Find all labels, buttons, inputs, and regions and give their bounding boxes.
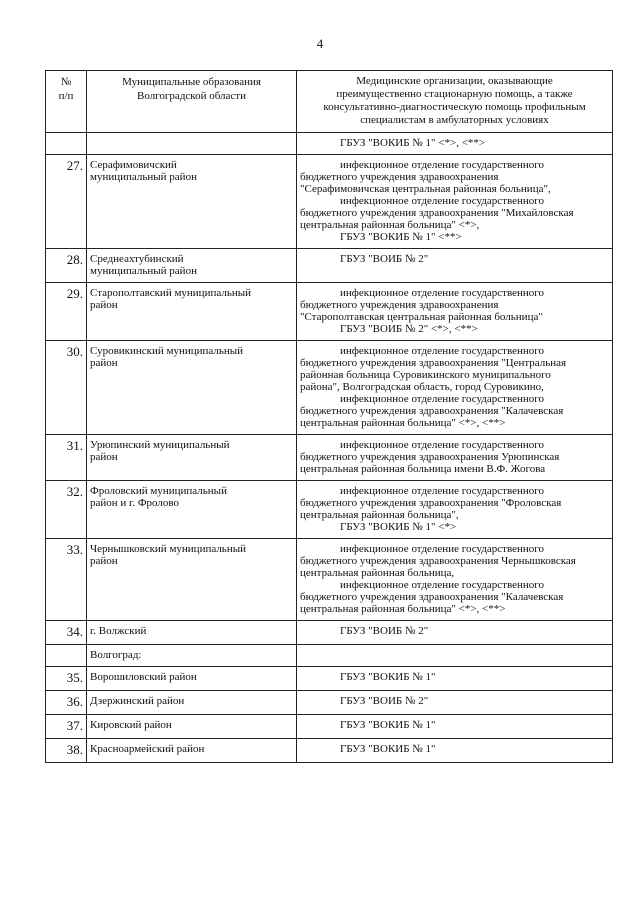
organization-cell [297,539,613,621]
organization-line: центральная районная больница, [300,567,455,579]
municipality-cell [87,435,297,481]
row-number: 31. [46,435,87,481]
organization-cell [297,155,613,249]
header-organizations-line: специалистам в амбулаторных условиях [360,114,549,126]
facilities-table [45,70,613,763]
organization-line: бюджетного учреждения здравоохранения "Калачевская [300,591,564,603]
organization-line: центральная районная больница" <*>, <**> [300,417,506,429]
table-row [46,739,613,763]
organization-line: инфекционное отделение государственного [340,393,544,405]
municipality-cell [87,691,297,715]
header-organizations-line: консультативно-диагностическую помощь профильным [323,101,586,113]
organization-line: ГБУЗ "ВОИБ № 2" [340,695,429,707]
row-number: 37. [46,715,87,739]
municipality-line: район [90,555,118,567]
organization-cell [297,691,613,715]
row-number: 27. [46,155,87,249]
organization-line: бюджетного учреждения здравоохранения Урюпинская [300,451,560,463]
municipality-line: район [90,451,118,463]
organization-cell [297,341,613,435]
municipality-line: г. Волжский [90,625,147,637]
organization-line: бюджетного учреждения здравоохранения [300,171,499,183]
organization-cell [297,133,613,155]
municipality-line: район [90,357,118,369]
municipality-cell [87,739,297,763]
header-municipality-line: Муниципальные образования [122,76,261,88]
organization-line: ГБУЗ "ВОИБ № 2" <*>, <**> [340,323,478,335]
organization-line: "Серафимовичская центральная районная больница", [300,183,551,195]
municipality-line: Урюпинский муниципальный [90,439,230,451]
table-row [46,691,613,715]
row-number: 30. [46,341,87,435]
row-number: 32. [46,481,87,539]
table-row [46,621,613,645]
organization-line: района", Волгоградская область, город Суровикино, [300,381,544,393]
municipality-line: Кировский район [90,719,172,731]
table-row [46,645,613,667]
organization-line: инфекционное отделение государственного [340,485,544,497]
organization-line: инфекционное отделение государственного [340,543,544,555]
organization-line: ГБУЗ "ВОКИБ № 1" [340,719,436,731]
table-row [46,539,613,621]
municipality-line: муниципальный район [90,265,197,277]
table-header-row [46,71,613,133]
municipality-cell [87,667,297,691]
organization-cell [297,435,613,481]
row-number: 34. [46,621,87,645]
row-number: 35. [46,667,87,691]
municipality-cell [87,341,297,435]
municipality-cell [87,539,297,621]
table-row [46,435,613,481]
row-number [46,645,87,667]
municipality-line: Волгоград: [90,649,142,661]
header-number-line: п/п [58,90,74,102]
organization-cell [297,481,613,539]
table-row [46,249,613,283]
municipality-line: Среднеахтубинский [90,253,184,265]
municipality-cell [87,621,297,645]
organization-cell [297,667,613,691]
organization-line: ГБУЗ "ВОИБ № 2" [340,253,429,265]
municipality-line: Красноармейский район [90,743,205,755]
municipality-cell [87,155,297,249]
table-row [46,283,613,341]
organization-line: бюджетного учреждения здравоохранения "Михайловская [300,207,574,219]
header-organizations [297,71,613,133]
row-number: 29. [46,283,87,341]
row-number: 33. [46,539,87,621]
organization-line: бюджетного учреждения здравоохранения "Калачевская [300,405,564,417]
table-body [46,133,613,763]
organization-line: бюджетного учреждения здравоохранения "Фроловская [300,497,562,509]
organization-cell [297,249,613,283]
organization-line: бюджетного учреждения здравоохранения [300,299,499,311]
row-number: 36. [46,691,87,715]
organization-cell [297,739,613,763]
organization-cell [297,645,613,667]
municipality-cell [87,481,297,539]
organization-line: инфекционное отделение государственного [340,159,544,171]
municipality-line: Ворошиловский район [90,671,197,683]
municipality-line: муниципальный район [90,171,197,183]
table-row [46,155,613,249]
organization-line: центральная районная больница", [300,509,459,521]
organization-line: "Старополтавская центральная районная больница" [300,311,543,323]
header-municipality [87,71,297,133]
table-row [46,715,613,739]
page-number: 4 [316,36,324,51]
municipality-cell [87,645,297,667]
organization-cell [297,621,613,645]
municipality-line: район [90,299,118,311]
table-row [46,667,613,691]
organization-line: ГБУЗ "ВОКИБ № 1" <*>, <**> [340,137,486,149]
row-number [46,133,87,155]
organization-cell [297,283,613,341]
header-number-line: № [60,76,72,88]
table-row [46,133,613,155]
municipality-line: Старополтавский муниципальный [90,287,251,299]
organization-line: центральная районная больница" <*>, <**> [300,603,506,615]
municipality-line: Серафимовичский [90,159,177,171]
municipality-line: Суровикинский муниципальный [90,345,244,357]
header-organizations-line: Медицинские организации, оказывающие [356,75,553,87]
table-row [46,481,613,539]
organization-line: инфекционное отделение государственного [340,345,544,357]
organization-line: ГБУЗ "ВОКИБ № 1" <*> [340,521,457,533]
municipality-cell [87,249,297,283]
organization-line: инфекционное отделение государственного [340,287,544,299]
municipality-line: район и г. Фролово [90,497,179,509]
header-municipality-line: Волгоградской области [137,90,246,102]
row-number: 38. [46,739,87,763]
municipality-cell [87,715,297,739]
organization-line: районная больница Суровикинского муниципального [300,369,551,381]
organization-line: ГБУЗ "ВОКИБ № 1" <**> [340,231,462,243]
organization-line: бюджетного учреждения здравоохранения Чернышковская [300,555,576,567]
municipality-cell [87,133,297,155]
municipality-line: Фроловский муниципальный [90,485,227,497]
organization-line: ГБУЗ "ВОКИБ № 1" [340,671,436,683]
municipality-cell [87,283,297,341]
header-organizations-line: преимущественно стационарную помощь, а также [336,88,573,100]
organization-line: инфекционное отделение государственного [340,195,544,207]
municipality-line: Чернышковский муниципальный [90,543,246,555]
header-number [46,71,87,133]
organization-line: инфекционное отделение государственного [340,579,544,591]
organization-line: центральная районная больница" <*>, [300,219,480,231]
organization-cell [297,715,613,739]
municipality-line: Дзержинский район [90,695,185,707]
organization-line: инфекционное отделение государственного [340,439,544,451]
organization-line: центральная районная больница имени В.Ф. Жогова [300,463,546,475]
organization-line: бюджетного учреждения здравоохранения "Центральная [300,357,567,369]
row-number: 28. [46,249,87,283]
organization-line: ГБУЗ "ВОИБ № 2" [340,625,429,637]
table-row [46,341,613,435]
organization-line: ГБУЗ "ВОКИБ № 1" [340,743,436,755]
